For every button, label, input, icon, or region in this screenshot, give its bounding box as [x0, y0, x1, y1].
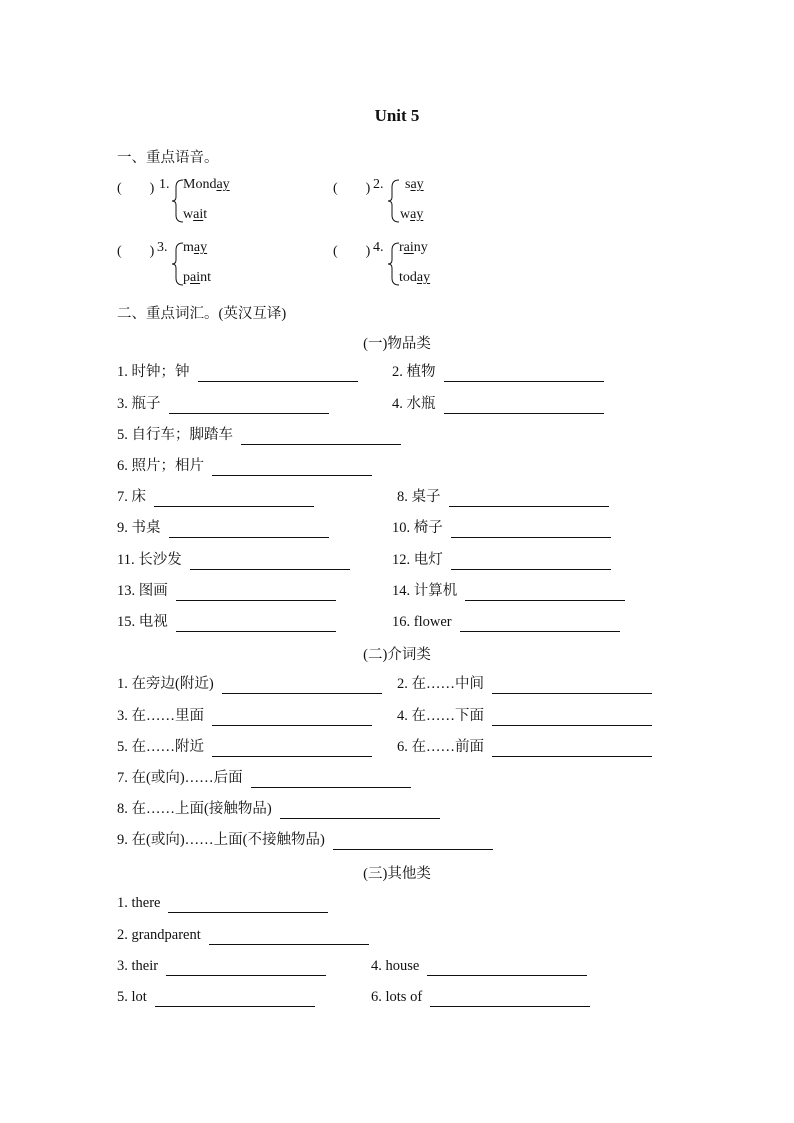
- vocab-item: 7. 在(或向)……后面: [117, 768, 411, 788]
- answer-blank[interactable]: [169, 523, 329, 538]
- vocab-item: 11. 长沙发: [117, 550, 350, 570]
- vocab-item: 4. 在……下面: [397, 706, 652, 726]
- brace-icon: [388, 179, 400, 223]
- answer-paren[interactable]: ( ): [117, 244, 155, 259]
- answer-blank[interactable]: [212, 742, 372, 757]
- vocab-item: 6. 在……前面: [397, 737, 652, 757]
- vocab-item: 3. 瓶子: [117, 394, 329, 414]
- item-number: 4.: [373, 240, 384, 255]
- vocab-item: 3. their: [117, 956, 326, 976]
- answer-blank[interactable]: [333, 835, 493, 850]
- answer-blank[interactable]: [451, 523, 611, 538]
- answer-blank[interactable]: [212, 711, 372, 726]
- answer-blank[interactable]: [444, 367, 604, 382]
- vocab-item: 9. 书桌: [117, 518, 329, 538]
- vocab-item: 14. 计算机: [392, 581, 625, 601]
- vocab-item: 4. 水瓶: [392, 394, 604, 414]
- word-2: way: [400, 207, 424, 222]
- word-2: paint: [183, 270, 211, 285]
- answer-blank[interactable]: [168, 898, 328, 913]
- answer-paren[interactable]: ( ): [333, 244, 371, 259]
- vocab-item: 5. 自行车；脚踏车: [117, 425, 401, 445]
- answer-blank[interactable]: [427, 961, 587, 976]
- answer-blank[interactable]: [209, 930, 369, 945]
- vocab-item: 10. 椅子: [392, 518, 611, 538]
- page-title: Unit 5: [374, 106, 420, 125]
- word-1: Monday: [183, 177, 230, 192]
- vocab-item: 2. 植物: [392, 362, 604, 382]
- vocab-item: 1. 在旁边(附近): [117, 674, 382, 694]
- answer-blank[interactable]: [460, 617, 620, 632]
- vocab-item: 1. there: [117, 893, 328, 913]
- answer-blank[interactable]: [451, 555, 611, 570]
- answer-blank[interactable]: [222, 679, 382, 694]
- answer-blank[interactable]: [465, 586, 625, 601]
- answer-blank[interactable]: [492, 742, 652, 757]
- answer-blank[interactable]: [492, 679, 652, 694]
- answer-blank[interactable]: [190, 555, 350, 570]
- vocab-item: 6. lots of: [371, 987, 590, 1007]
- answer-blank[interactable]: [176, 586, 336, 601]
- word-1: may: [183, 240, 208, 255]
- vocab-item: 2. 在……中间: [397, 674, 652, 694]
- answer-blank[interactable]: [492, 711, 652, 726]
- vocab-item: 1. 时钟；钟: [117, 362, 358, 382]
- vocab-item: 9. 在(或向)……上面(不接触物品): [117, 830, 493, 850]
- vocab-item: 13. 图画: [117, 581, 336, 601]
- answer-blank[interactable]: [166, 961, 326, 976]
- answer-blank[interactable]: [449, 492, 609, 507]
- answer-blank[interactable]: [251, 773, 411, 788]
- answer-blank[interactable]: [169, 399, 329, 414]
- answer-blank[interactable]: [176, 617, 336, 632]
- section1-heading: 一、重点语音。: [117, 150, 219, 166]
- vocab-item: 12. 电灯: [392, 550, 611, 570]
- answer-blank[interactable]: [280, 804, 440, 819]
- answer-blank[interactable]: [241, 430, 401, 445]
- vocab-item: 2. grandparent: [117, 925, 369, 945]
- vocab-item: 8. 桌子: [397, 487, 609, 507]
- vocab-item: 4. house: [371, 956, 587, 976]
- item-number: 1.: [159, 177, 170, 192]
- answer-blank[interactable]: [212, 461, 372, 476]
- item-number: 3.: [157, 240, 168, 255]
- answer-paren[interactable]: ( ): [117, 181, 155, 196]
- group-title-items: (一)物品类: [363, 336, 431, 352]
- answer-blank[interactable]: [198, 367, 358, 382]
- word-2: wait: [183, 207, 208, 222]
- vocab-item: 5. 在……附近: [117, 737, 372, 757]
- vocab-item: 16. flower: [392, 612, 620, 632]
- word-1: say: [405, 177, 424, 192]
- answer-paren[interactable]: ( ): [333, 181, 371, 196]
- group-title-prepositions: (二)介词类: [363, 647, 431, 663]
- vocab-item: 8. 在……上面(接触物品): [117, 799, 440, 819]
- word-2: today: [399, 270, 431, 285]
- word-1: rainy: [399, 240, 428, 255]
- section2-heading: 二、重点词汇。(英汉互译): [117, 306, 287, 322]
- vocab-item: 3. 在……里面: [117, 706, 372, 726]
- answer-blank[interactable]: [444, 399, 604, 414]
- vocab-item: 15. 电视: [117, 612, 336, 632]
- answer-blank[interactable]: [154, 492, 314, 507]
- vocab-item: 5. lot: [117, 987, 315, 1007]
- answer-blank[interactable]: [155, 992, 315, 1007]
- group-title-others: (三)其他类: [363, 866, 431, 882]
- vocab-item: 7. 床: [117, 487, 314, 507]
- vocab-item: 6. 照片；相片: [117, 456, 372, 476]
- item-number: 2.: [373, 177, 384, 192]
- answer-blank[interactable]: [430, 992, 590, 1007]
